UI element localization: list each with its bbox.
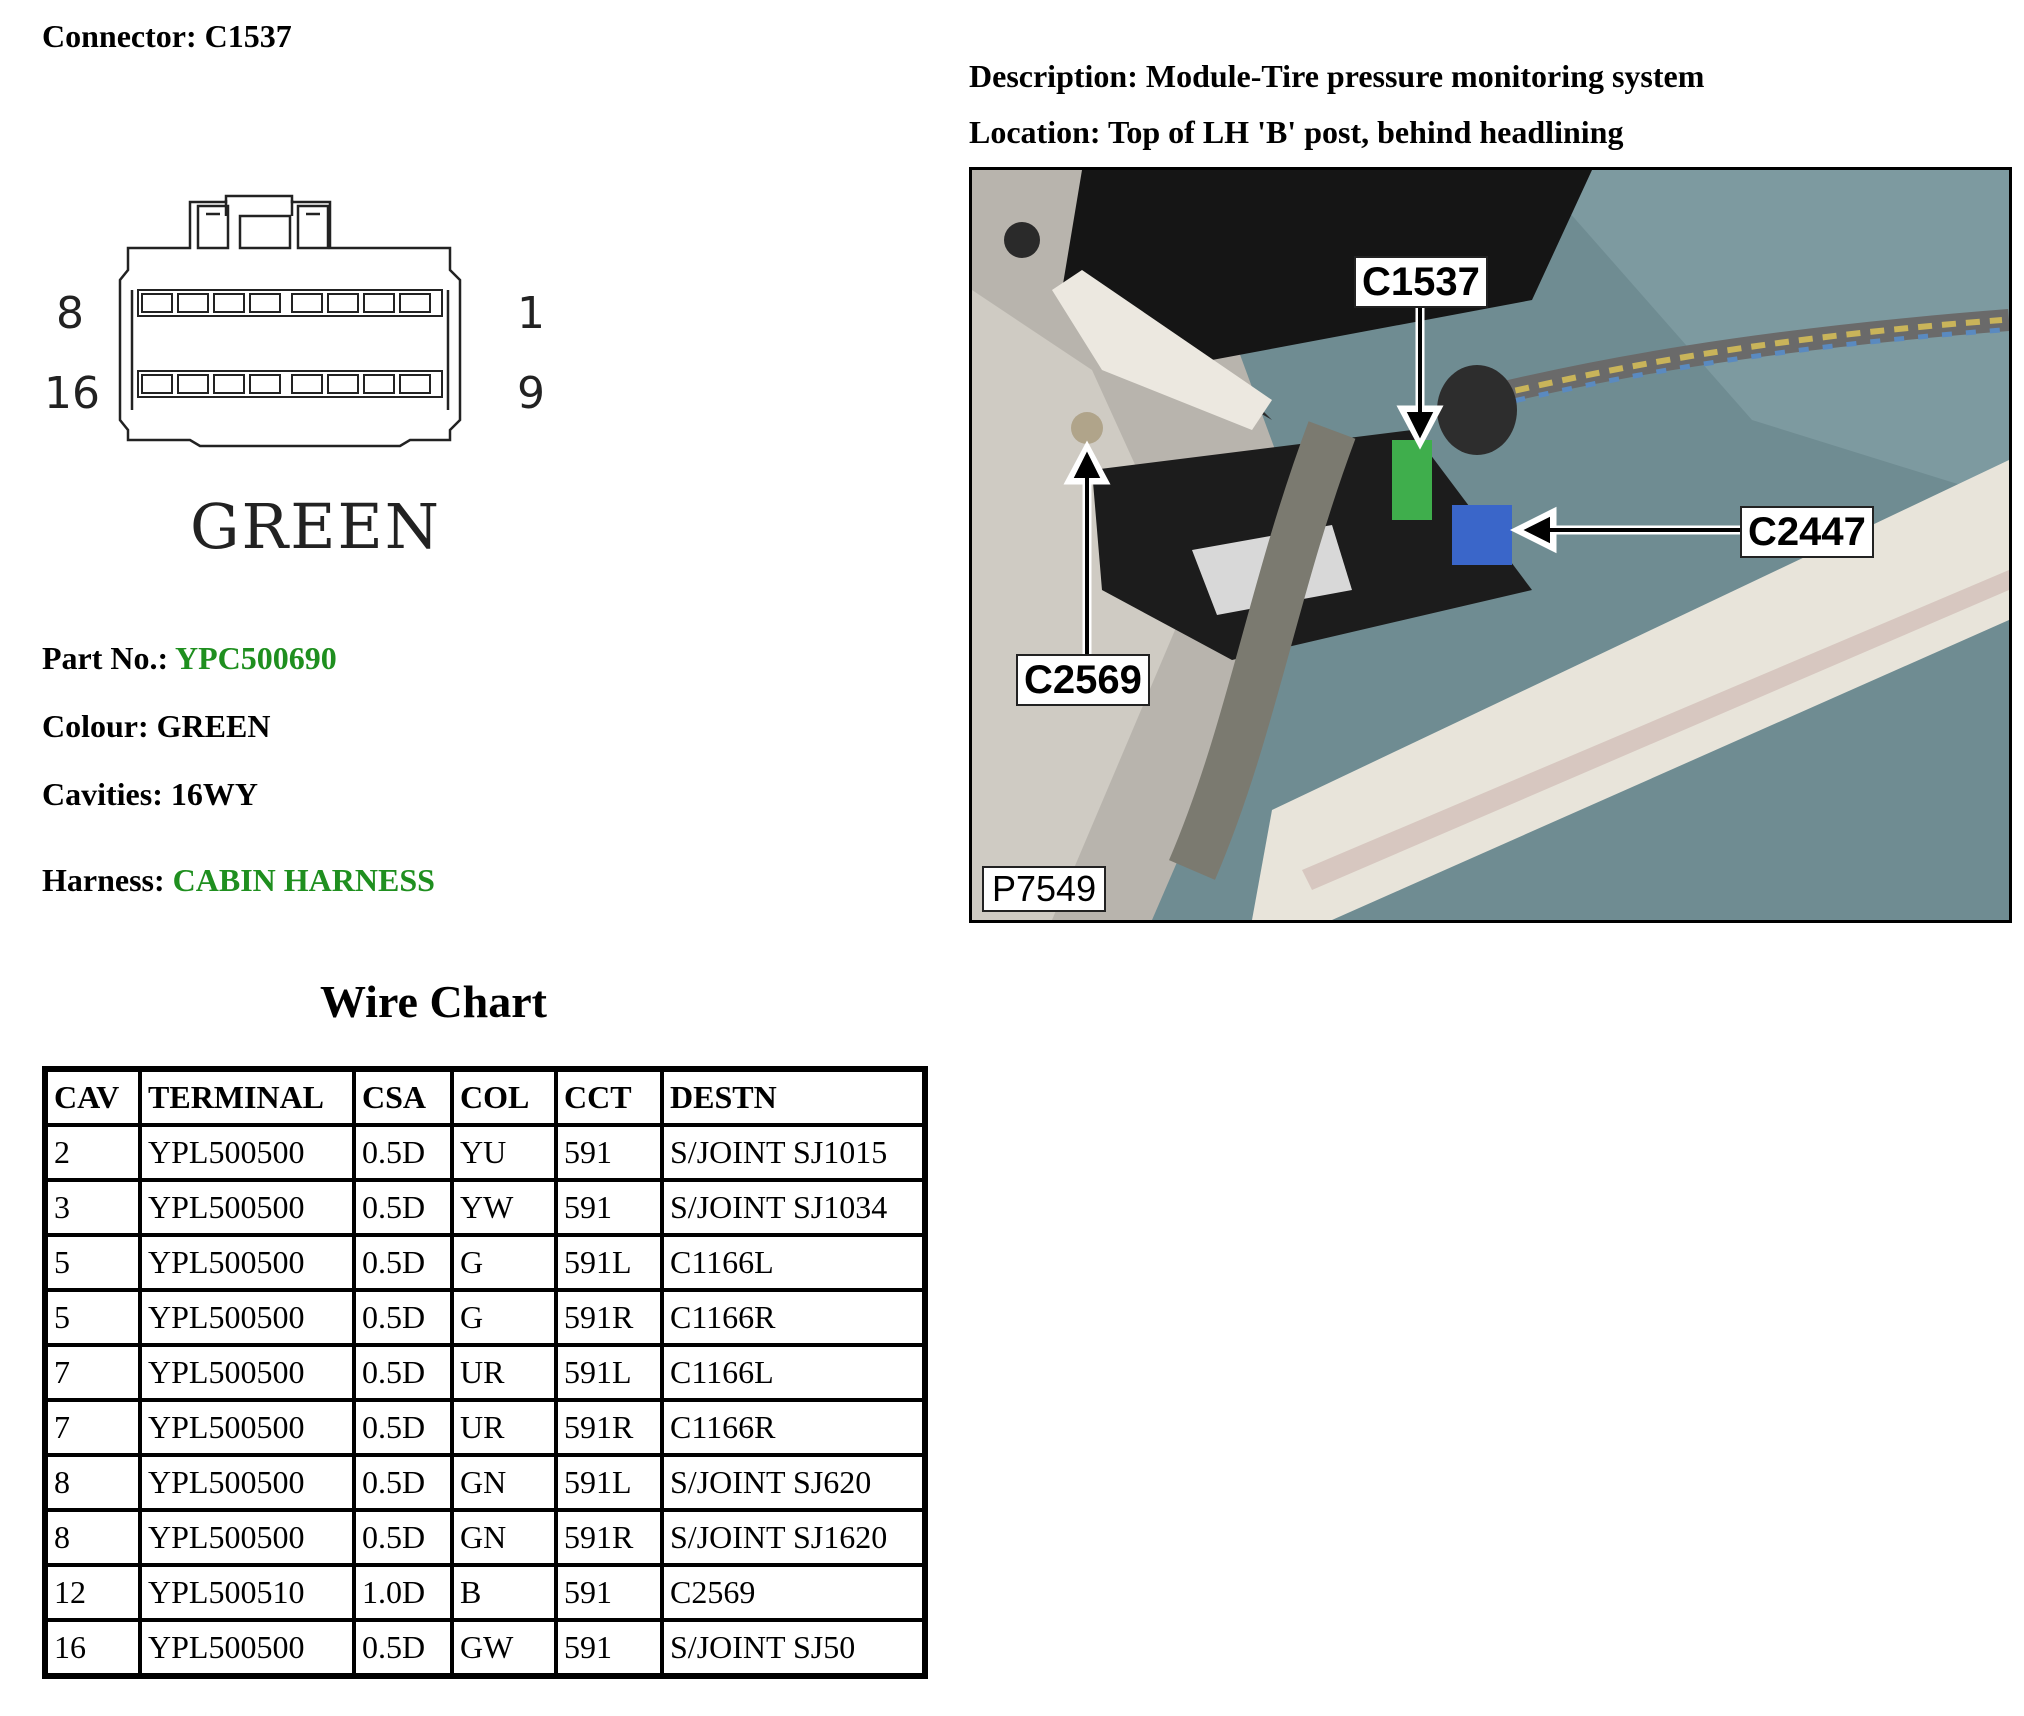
table-row xyxy=(46,1620,924,1675)
cell-cct: 591 xyxy=(556,1180,662,1235)
location-label: Location: xyxy=(969,114,1101,150)
cell-csa: 0.5D xyxy=(354,1620,452,1675)
table-row xyxy=(46,1400,924,1455)
header-terminal: TERMINAL xyxy=(140,1070,354,1125)
cell-cav: 16 xyxy=(46,1620,140,1675)
pin-cavity xyxy=(400,375,430,393)
connector-face-diagram xyxy=(30,190,550,460)
cell-cct: 591 xyxy=(556,1620,662,1675)
cell-cct: 591R xyxy=(556,1510,662,1565)
cell-cav: 7 xyxy=(46,1345,140,1400)
pin-cavity xyxy=(328,375,358,393)
harness-line xyxy=(42,862,435,899)
part-number-line xyxy=(42,640,337,677)
cell-terminal: YPL500510 xyxy=(140,1565,354,1620)
cell-destn: S/JOINT SJ1620 xyxy=(662,1510,924,1565)
cell-cct: 591 xyxy=(556,1125,662,1180)
pin-label-9: 9 xyxy=(517,368,545,419)
cell-destn: C1166R xyxy=(662,1290,924,1345)
pin-cavity xyxy=(250,294,280,312)
cell-terminal: YPL500500 xyxy=(140,1620,354,1675)
cell-cav: 3 xyxy=(46,1180,140,1235)
cell-terminal: YPL500500 xyxy=(140,1345,354,1400)
pin-label-8: 8 xyxy=(56,288,84,339)
cell-cav: 8 xyxy=(46,1455,140,1510)
colour-line xyxy=(42,708,270,745)
cell-col: B xyxy=(452,1565,556,1620)
cell-csa: 0.5D xyxy=(354,1345,452,1400)
pin-cavity xyxy=(214,294,244,312)
cell-col: G xyxy=(452,1235,556,1290)
cell-cct: 591R xyxy=(556,1290,662,1345)
cell-cct: 591L xyxy=(556,1235,662,1290)
cell-col: YW xyxy=(452,1180,556,1235)
cavities-line xyxy=(42,776,258,813)
table-row xyxy=(46,1510,924,1565)
connector-label: Connector: xyxy=(42,18,197,54)
harness-label: Harness: xyxy=(42,862,165,898)
table-row xyxy=(46,1125,924,1180)
cell-terminal: YPL500500 xyxy=(140,1455,354,1510)
cell-cav: 12 xyxy=(46,1565,140,1620)
cell-destn: C1166R xyxy=(662,1400,924,1455)
table-row xyxy=(46,1565,924,1620)
cell-csa: 0.5D xyxy=(354,1290,452,1345)
pin-cavity xyxy=(178,294,208,312)
cell-destn: C1166L xyxy=(662,1235,924,1290)
cell-destn: S/JOINT SJ50 xyxy=(662,1620,924,1675)
cell-cav: 5 xyxy=(46,1290,140,1345)
cell-col: UR xyxy=(452,1345,556,1400)
cell-csa: 0.5D xyxy=(354,1180,452,1235)
part-number-label: Part No.: xyxy=(42,640,169,676)
cell-csa: 0.5D xyxy=(354,1400,452,1455)
description-value: Module-Tire pressure monitoring system xyxy=(1145,58,1705,94)
pin-cavity xyxy=(178,375,208,393)
cell-csa: 1.0D xyxy=(354,1565,452,1620)
cell-cct: 591R xyxy=(556,1400,662,1455)
cell-terminal: YPL500500 xyxy=(140,1180,354,1235)
cell-cct: 591L xyxy=(556,1455,662,1510)
cell-cct: 591L xyxy=(556,1345,662,1400)
location-photo xyxy=(969,167,2012,923)
header-cav: CAV xyxy=(46,1070,140,1125)
cell-terminal: YPL500500 xyxy=(140,1125,354,1180)
cell-destn: S/JOINT SJ1015 xyxy=(662,1125,924,1180)
cell-col: G xyxy=(452,1290,556,1345)
part-number-value: YPC500690 xyxy=(174,640,337,676)
table-row xyxy=(46,1345,924,1400)
pin-cavity xyxy=(364,294,394,312)
location-line xyxy=(969,114,1623,151)
harness-value: CABIN HARNESS xyxy=(172,862,435,898)
callout-c2569: C2569 xyxy=(1016,654,1150,706)
cavities-label: Cavities: xyxy=(42,776,163,812)
cell-col: UR xyxy=(452,1400,556,1455)
location-value: Top of LH 'B' post, behind headlining xyxy=(1107,114,1624,150)
header-csa: CSA xyxy=(354,1070,452,1125)
cell-cav: 5 xyxy=(46,1235,140,1290)
cell-destn: C2569 xyxy=(662,1565,924,1620)
pin-cavity xyxy=(142,294,172,312)
cavities-value: 16WY xyxy=(170,776,258,812)
colour-value: GREEN xyxy=(156,708,271,744)
cell-cav: 7 xyxy=(46,1400,140,1455)
cell-terminal: YPL500500 xyxy=(140,1400,354,1455)
cell-csa: 0.5D xyxy=(354,1455,452,1510)
cell-cct: 591 xyxy=(556,1565,662,1620)
cell-col: GN xyxy=(452,1510,556,1565)
cell-col: YU xyxy=(452,1125,556,1180)
pin-cavity xyxy=(400,294,430,312)
callout-c2447: C2447 xyxy=(1740,506,1874,558)
pin-cavity xyxy=(250,375,280,393)
pin-cavity xyxy=(142,375,172,393)
cell-terminal: YPL500500 xyxy=(140,1235,354,1290)
pin-label-1: 1 xyxy=(517,288,545,339)
cell-csa: 0.5D xyxy=(354,1510,452,1565)
wire-chart-body xyxy=(46,1125,924,1675)
photo-reference: P7549 xyxy=(982,866,1106,912)
table-row xyxy=(46,1455,924,1510)
cell-csa: 0.5D xyxy=(354,1125,452,1180)
callout-c1537: C1537 xyxy=(1354,256,1488,308)
cell-terminal: YPL500500 xyxy=(140,1510,354,1565)
header-destn: DESTN xyxy=(662,1070,924,1125)
pin-cavity xyxy=(292,294,322,312)
cell-terminal: YPL500500 xyxy=(140,1290,354,1345)
pin-cavity xyxy=(328,294,358,312)
cell-destn: S/JOINT SJ1034 xyxy=(662,1180,924,1235)
description-label: Description: xyxy=(969,58,1138,94)
colour-label: Colour: xyxy=(42,708,149,744)
table-row xyxy=(46,1235,924,1290)
cell-cav: 2 xyxy=(46,1125,140,1180)
cell-csa: 0.5D xyxy=(354,1235,452,1290)
table-row xyxy=(46,1290,924,1345)
connector-heading xyxy=(42,18,292,55)
header-col: COL xyxy=(452,1070,556,1125)
pin-cavity xyxy=(292,375,322,393)
cell-cav: 8 xyxy=(46,1510,140,1565)
wire-chart-header-row xyxy=(46,1070,924,1125)
cell-destn: C1166L xyxy=(662,1345,924,1400)
wire-chart-title: Wire Chart xyxy=(320,976,547,1027)
description-line xyxy=(969,58,1704,95)
table-row xyxy=(46,1180,924,1235)
pin-cavity xyxy=(364,375,394,393)
connector-colour-caption: GREEN xyxy=(190,490,441,563)
header-cct: CCT xyxy=(556,1070,662,1125)
cell-col: GW xyxy=(452,1620,556,1675)
cell-destn: S/JOINT SJ620 xyxy=(662,1455,924,1510)
pin-label-16: 16 xyxy=(44,368,100,419)
wire-chart-table xyxy=(42,1066,928,1679)
connector-id: C1537 xyxy=(204,18,292,54)
cell-col: GN xyxy=(452,1455,556,1510)
pin-cavity xyxy=(214,375,244,393)
